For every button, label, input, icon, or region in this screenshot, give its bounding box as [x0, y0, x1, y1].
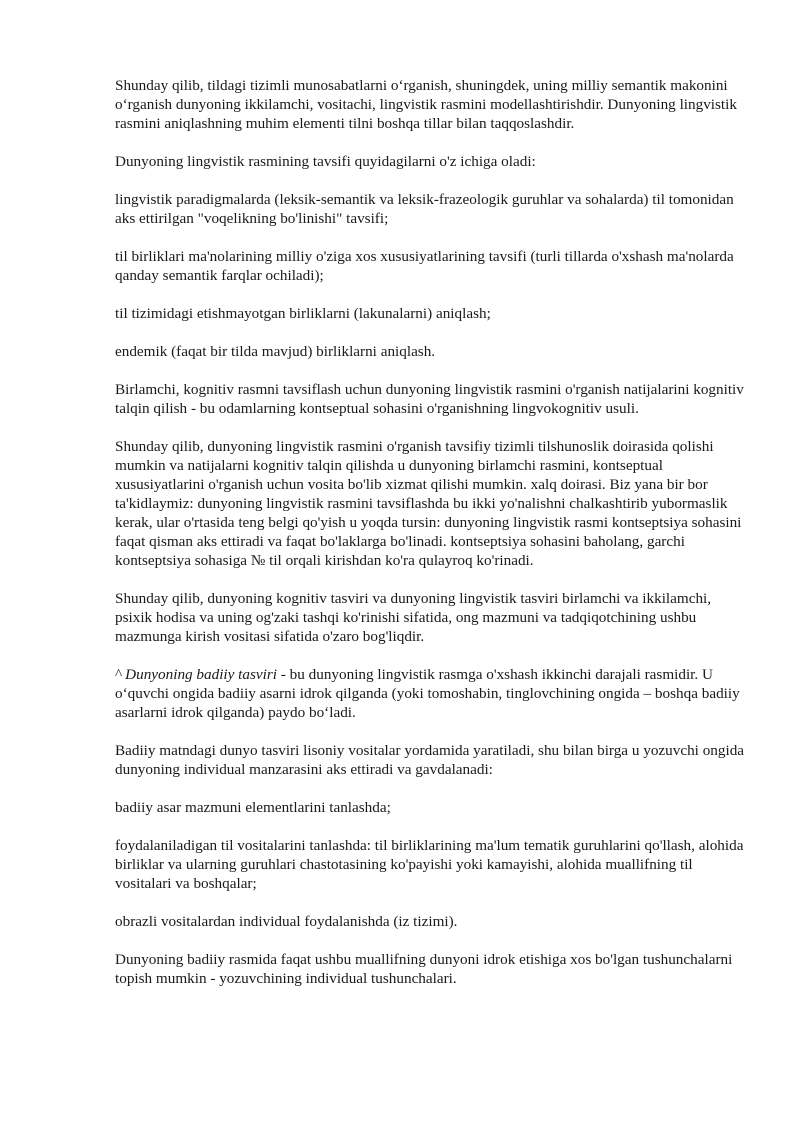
list-item: badiiy asar mazmuni elementlarini tanlashda;	[115, 799, 391, 816]
list-item: endemik (faqat bir tilda mavjud) birliklarni aniqlash.	[115, 343, 436, 360]
italic-term: Dunyoning badiiy tasviri	[125, 666, 278, 683]
paragraph: Shunday qilib, tildagi tizimli munosabatlarni o‘rganish, shuningdek, uning milliy semantik makonini o‘rganish dunyoning ikkilamchi, vositachi, lingvistik rasmini modellashtirishdir. Dunyoning lingvistik rasmini aniqlashning muhim elementi tilni boshqa tillar bilan taqqoslashdir.	[115, 77, 737, 132]
list-item: til birliklari ma'nolarining milliy o'ziga xos xususiyatlarining tavsifi (turli tillarda o'xshash ma'nolarda qanday semantik farqlar ochiladi);	[115, 248, 734, 284]
paragraph: Birlamchi, kognitiv rasmni tavsiflash uchun dunyoning lingvistik rasmini o'rganish natijalarini kognitiv talqin qilish - bu odamlarning kontseptual sohasini o'rganishning lingvokognitiv usuli.	[115, 381, 744, 417]
list-item: foydalaniladigan til vositalarini tanlashda: til birliklarining ma'lum tematik guruhlarini qo'llash, alohida birliklar va ularning guruhlari chastotasining ko'payishi yoki kamayishi, alohida muallifning til vositalari va boshqalar;	[115, 837, 744, 892]
list-item: til tizimidagi etishmayotgan birliklarni (lakunalarni) aniqlash;	[115, 305, 491, 322]
paragraph: Shunday qilib, dunyoning lingvistik rasmini o'rganish tavsifiy tizimli tilshunoslik doirasida qolishi mumkin va natijalarni kognitiv talqin qilishda u dunyoning birlamchi rasmini, kontseptual xususiyatlarini o'rganish uchun vosita bo'lib xizmat qilishi mumkin. xalq doirasi. Biz yana bir bor ta'kidlaymiz: dunyoning lingvistik rasmini tavsiflashda bu ikki yo'nalishni chalkashtirib yubormaslik kerak, ular o'rtasida teng belgi qo'yish u yoqda tursin: dunyoning lingvistik rasmi kontseptsiya sohasini faqat qisman aks ettiradi va faqat bo'laklarga bo'linadi. kontseptsiya sohasini baholang, garchi kontseptsiya sohasiga № til orqali kirishdan ko'ra qulayroq ko'rinadi.	[115, 438, 742, 569]
list-item: lingvistik paradigmalarda (leksik-semantik va leksik-frazeologik guruhlar va sohalarda) til tomonidan aks ettirilgan "voqelikning bo'linishi" tavsifi;	[115, 191, 734, 227]
paragraph: Dunyoning badiiy rasmida faqat ushbu muallifning dunyoni idrok etishiga xos bo'lgan tushunchalarni topish mumkin - yozuvchining individual tushunchalari.	[115, 951, 733, 987]
paragraph: Badiiy matndagi dunyo tasviri lisoniy vositalar yordamida yaratiladi, shu bilan birga u yozuvchi ongida dunyoning individual manzarasini aks ettiradi va gavdalanadi:	[115, 742, 745, 778]
paragraph	[115, 665, 745, 722]
document-page	[115, 76, 745, 1007]
caret-mark: ^	[115, 666, 123, 683]
paragraph-text: - bu dunyoning lingvistik rasmga o'xshash ikkinchi darajali rasmidir. U o‘quvchi ongida badiiy asarni idrok qilganda (yoki tomoshabin, tinglovchining ongida – boshqa badiiy asarlarni idrok qilganda) paydo bo‘ladi.	[115, 666, 740, 721]
paragraph: Dunyoning lingvistik rasmining tavsifi quyidagilarni o'z ichiga oladi:	[115, 153, 536, 170]
paragraph: Shunday qilib, dunyoning kognitiv tasviri va dunyoning lingvistik tasviri birlamchi va ikkilamchi, psixik hodisa va uning og'zaki tashqi ko'rinishi sifatida, ong mazmuni va tadqiqotchining ushbu mazmunga kirish vositasi sifatida o'zaro bog'liqdir.	[115, 590, 712, 645]
list-item: obrazli vositalardan individual foydalanishda (iz tizimi).	[115, 913, 458, 930]
